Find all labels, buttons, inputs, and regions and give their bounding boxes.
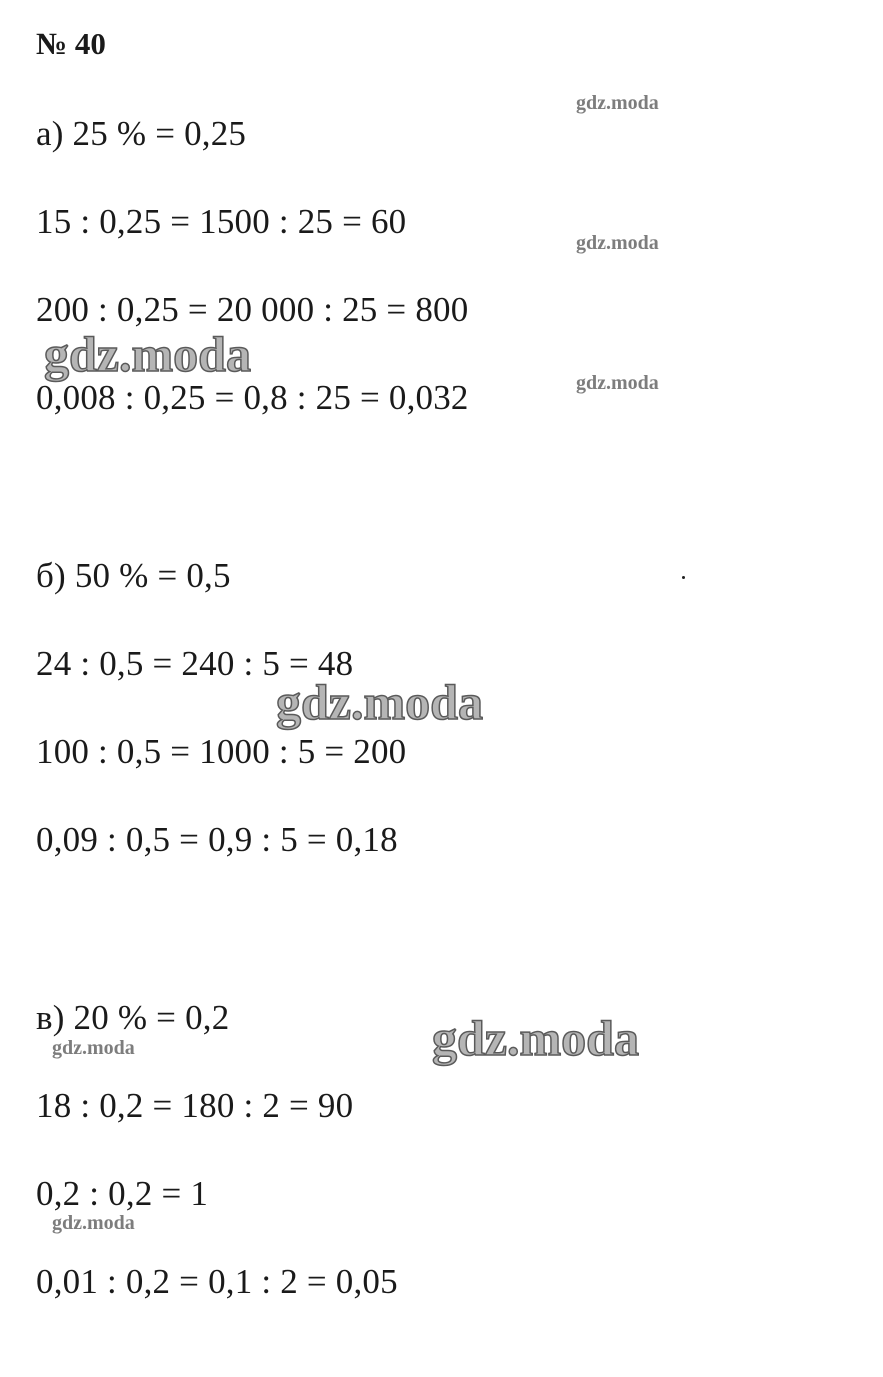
section-v-line-1: 18 : 0,2 = 180 : 2 = 90 (36, 1086, 354, 1125)
section-a-header: а) 25 % = 0,25 (36, 114, 247, 153)
section-v-line-2: 0,2 : 0,2 = 1 (36, 1174, 209, 1213)
section-v-line-3: 0,01 : 0,2 = 0,1 : 2 = 0,05 (36, 1262, 398, 1301)
section-v-header: в) 20 % = 0,2 (36, 998, 230, 1037)
watermark-small: gdz.moda (576, 92, 659, 114)
section-b-line-1: 24 : 0,5 = 240 : 5 = 48 (36, 644, 354, 683)
watermark-small: gdz.moda (576, 232, 659, 254)
problem-title: № 40 (36, 26, 106, 61)
watermark-small: gdz.moda (52, 1037, 135, 1059)
watermark-small: gdz.moda (576, 372, 659, 394)
stray-dot (682, 576, 685, 579)
section-a-line-1: 15 : 0,25 = 1500 : 25 = 60 (36, 202, 407, 241)
watermark-large: gdz.moda (432, 1010, 639, 1066)
section-a-line-2: 200 : 0,25 = 20 000 : 25 = 800 (36, 290, 469, 329)
section-b-line-2: 100 : 0,5 = 1000 : 5 = 200 (36, 732, 407, 771)
section-b-line-3: 0,09 : 0,5 = 0,9 : 5 = 0,18 (36, 820, 398, 859)
watermark-large: gdz.moda (276, 674, 483, 730)
section-a-line-3: 0,008 : 0,25 = 0,8 : 25 = 0,032 (36, 378, 469, 417)
watermark-large: gdz.moda (44, 326, 251, 382)
watermark-small: gdz.moda (52, 1212, 135, 1234)
section-b-header: б) 50 % = 0,5 (36, 556, 231, 595)
